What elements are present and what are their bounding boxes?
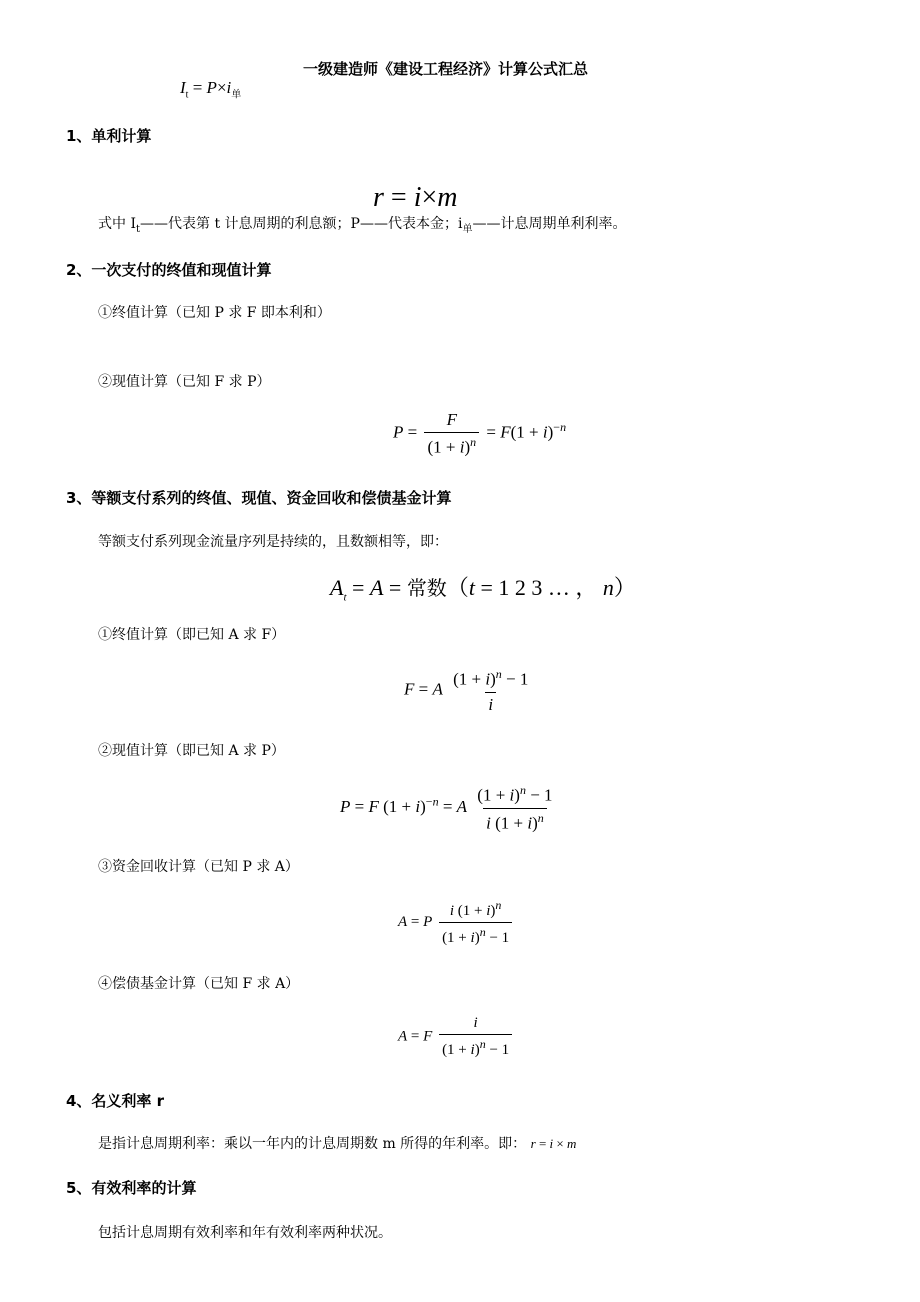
page-title: 一级建造师《建设工程经济》计算公式汇总 xyxy=(303,60,589,78)
formula-annuity-const: $A_t = A$ = 常数（t = 1 2 3 … ， n） xyxy=(330,575,636,604)
fraction: $\frac{F}{(1 + i)^n}$ xyxy=(424,410,479,458)
def-suffix: ——代表第 t 计息周期的利息额；P——代表本金；i xyxy=(140,216,463,232)
formula-nominal-large: r = i×m xyxy=(373,182,458,213)
formula-fv-annuity: F = A $\frac{(1 + i)^n - 1}{i}$ xyxy=(404,667,534,715)
effective-rate-definition: 包括计息周期有效利率和年有效利率两种状况。 xyxy=(98,1225,392,1241)
section-heading-5: 5、有效利率的计算 xyxy=(66,1179,197,1197)
section-heading-3: 3、等额支付系列的终值、现值、资金回收和偿债基金计算 xyxy=(66,489,452,507)
formula-simple-interest: $I_t = P\times i_单$ xyxy=(180,78,242,101)
simple-interest-definition xyxy=(98,213,626,235)
def-sub-danli: 单 xyxy=(462,223,473,235)
fv-annuity-label: ①终值计算（即已知 A 求 F） xyxy=(98,627,286,643)
fraction: $\frac{i}{(1 + i)^n - 1}$ xyxy=(439,1015,512,1059)
capital-recovery-label: ③资金回收计算（已知 P 求 A） xyxy=(98,859,299,875)
nominal-rate-definition xyxy=(98,1133,576,1153)
def-sub-t: t xyxy=(135,223,141,235)
fv-single-label: ①终值计算（已知 P 求 F 即本利和） xyxy=(98,305,331,321)
fraction: $\frac{(1 + i)^n - 1}{i (1 + i)^n}$ xyxy=(477,783,553,833)
formula-pv-annuity: P = F $(1 + i)^{-n} = A$ $\frac{(1 + i)^n - 1}{i (1 + i)^n}$ xyxy=(340,783,559,833)
sinking-fund-label: ④偿债基金计算（已知 F 求 A） xyxy=(98,976,300,992)
fraction: $\frac{i (1 + i)^n}{(1 + i)^n - 1}$ xyxy=(439,898,512,947)
sub-t: t xyxy=(185,89,189,101)
fraction: $\frac{(1 + i)^n - 1}{i}$ xyxy=(453,667,529,714)
pv-single-label: ②现值计算（已知 F 求 P） xyxy=(98,374,271,390)
pv-annuity-label: ②现值计算（即已知 A 求 P） xyxy=(98,743,285,759)
formula-pv-single: P = $\frac{F}{(1 + i)^n}$ = $F(1 + i)^{-n}$ xyxy=(393,410,567,457)
def-end: ——计息周期单利利率。 xyxy=(472,216,627,232)
annuity-seq: 1 2 3 … ， xyxy=(498,575,603,600)
sub-danli: 单 xyxy=(231,89,242,101)
nominal-def-text: 是指计息周期利率：乘以一年内的计息周期数 m 所得的年利率。即： xyxy=(98,1136,527,1152)
section-heading-2: 2、一次支付的终值和现值计算 xyxy=(66,261,272,279)
formula-capital-recovery: A = P $\frac{i (1 + i)^n}{(1 + i)^n - 1}$ xyxy=(398,898,515,947)
formula-nominal-inline: r = i × m xyxy=(530,1136,577,1151)
annuity-const-word: 常数 xyxy=(406,576,447,600)
section-heading-4: 4、名义利率 r xyxy=(66,1092,165,1110)
def-prefix: 式中 I xyxy=(98,216,136,232)
section-heading-1: 1、单利计算 xyxy=(66,127,152,145)
formula-sinking-fund: A = F $\frac{i}{(1 + i)^n - 1}$ xyxy=(398,1015,515,1059)
annuity-intro: 等额支付系列现金流量序列是持续的，且数额相等，即： xyxy=(98,534,448,550)
